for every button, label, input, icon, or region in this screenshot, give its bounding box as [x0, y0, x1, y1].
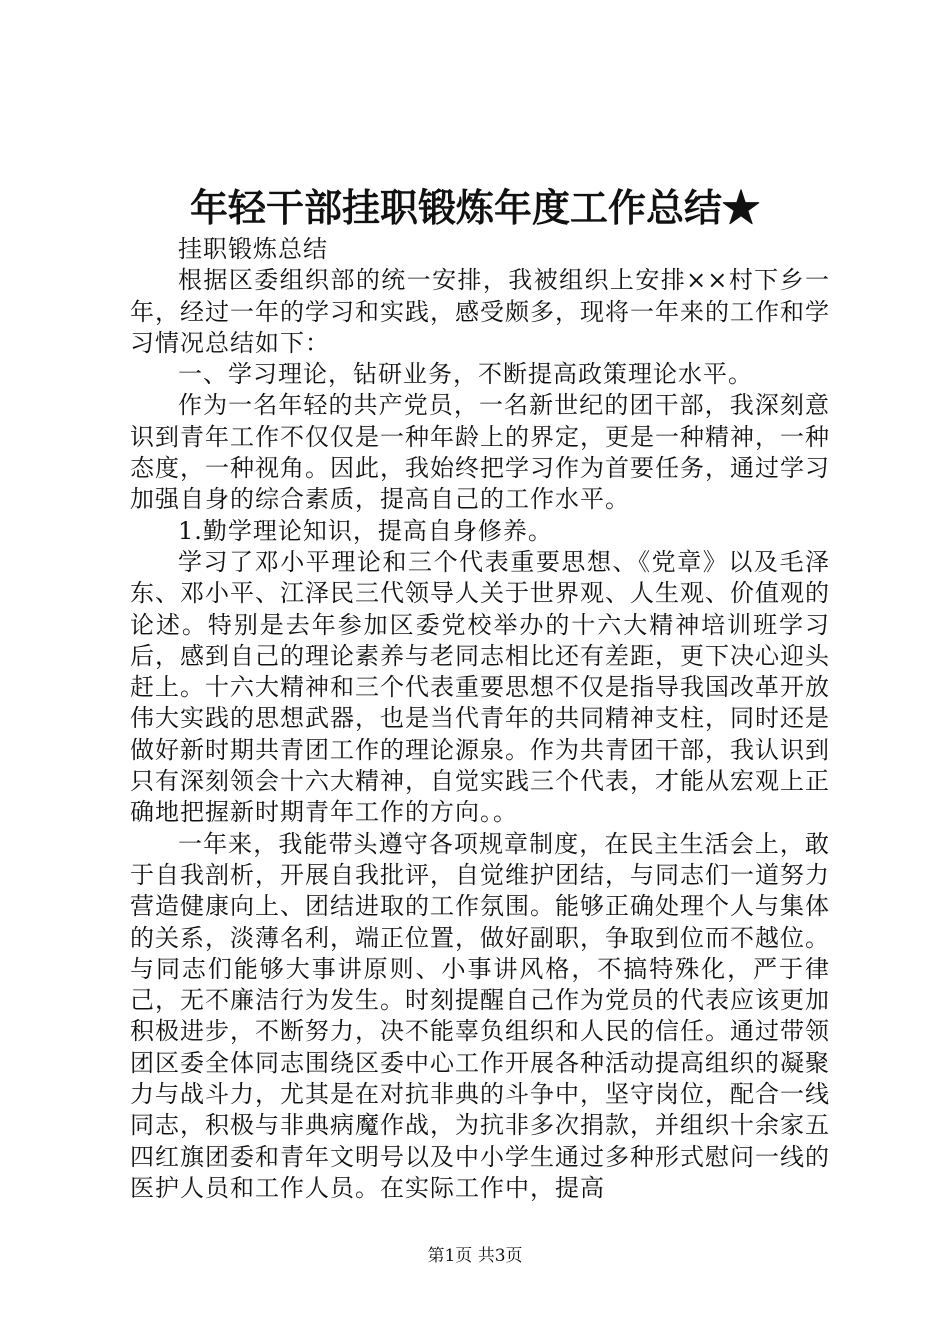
subsection-heading-1: 1.勤学理论知识，提高自身修养。	[178, 516, 553, 545]
section-heading-1: 一、学习理论，钻研业务，不断提高政策理论水平。	[178, 360, 753, 389]
paragraph-body: 作为一名年轻的共产党员，一名新世纪的团干部，我深刻意识到青年工作不仅仅是一种年龄上的界定，更是一种精神，一种态度，一种视角。因此，我始终把学习作为首要任务，通过学习加强自身的综合素质，提高自己的工作水平。	[130, 391, 830, 514]
document-title: 年轻干部挂职锻炼年度工作总结★	[189, 185, 760, 230]
paragraph-intro: 根据区委组织部的统一安排，我被组织上安排××村下乡一年，经过一年的学习和实践，感受颇多，现将一年来的工作和学习情况总结如下：	[130, 266, 830, 357]
paragraph-body: 一年来，我能带头遵守各项规章制度，在民主生活会上，敢于自我剖析，开展自我批评，自觉维护团结，与同志们一道努力营造健康向上、团结进取的工作氛围。能够正确处理个人与集体的关系，淡薄名利，端正位置，做好副职，争取到位而不越位。与同志们能够大事讲原则、小事讲风格，不搞特殊化，严于律己，无不廉洁行为发生。时刻提醒自己作为党员的代表应该更加积极进步，不断努力，决不能辜负组织和人民的信任。通过带领团区委全体同志围绕区委中心工作开展各种活动提高组织的凝聚力与战斗力，尤其是在对抗非典的斗争中，坚守岗位，配合一线同志，积极与非典病魔作战，为抗非多次捐款，并组织十余家五四红旗团委和青年文明号以及中小学生通过多种形式慰问一线的医护人员和工作人员。在实际工作中，提高	[130, 829, 830, 1202]
document-body	[130, 234, 830, 1204]
paragraph-body: 学习了邓小平理论和三个代表重要思想、《党章》以及毛泽东、邓小平、江泽民三代领导人关于世界观、人生观、价值观的论述。特别是去年参加区委党校举办的十六大精神培训班学习后，感到自己的理论素养与老同志相比还有差距，更下决心迎头赶上。十六大精神和三个代表重要思想不仅是指导我国改革开放伟大实践的思想武器，也是当代青年的共同精神支柱，同时还是做好新时期共青团工作的理论源泉。作为共青团干部，我认识到只有深刻领会十六大精神，自觉实践三个代表，才能从宏观上正确地把握新时期青年工作的方向。。	[130, 547, 830, 827]
paragraph-subtitle: 挂职锻炼总结	[178, 235, 328, 263]
page-footer: 第1页 共3页	[427, 1246, 523, 1266]
